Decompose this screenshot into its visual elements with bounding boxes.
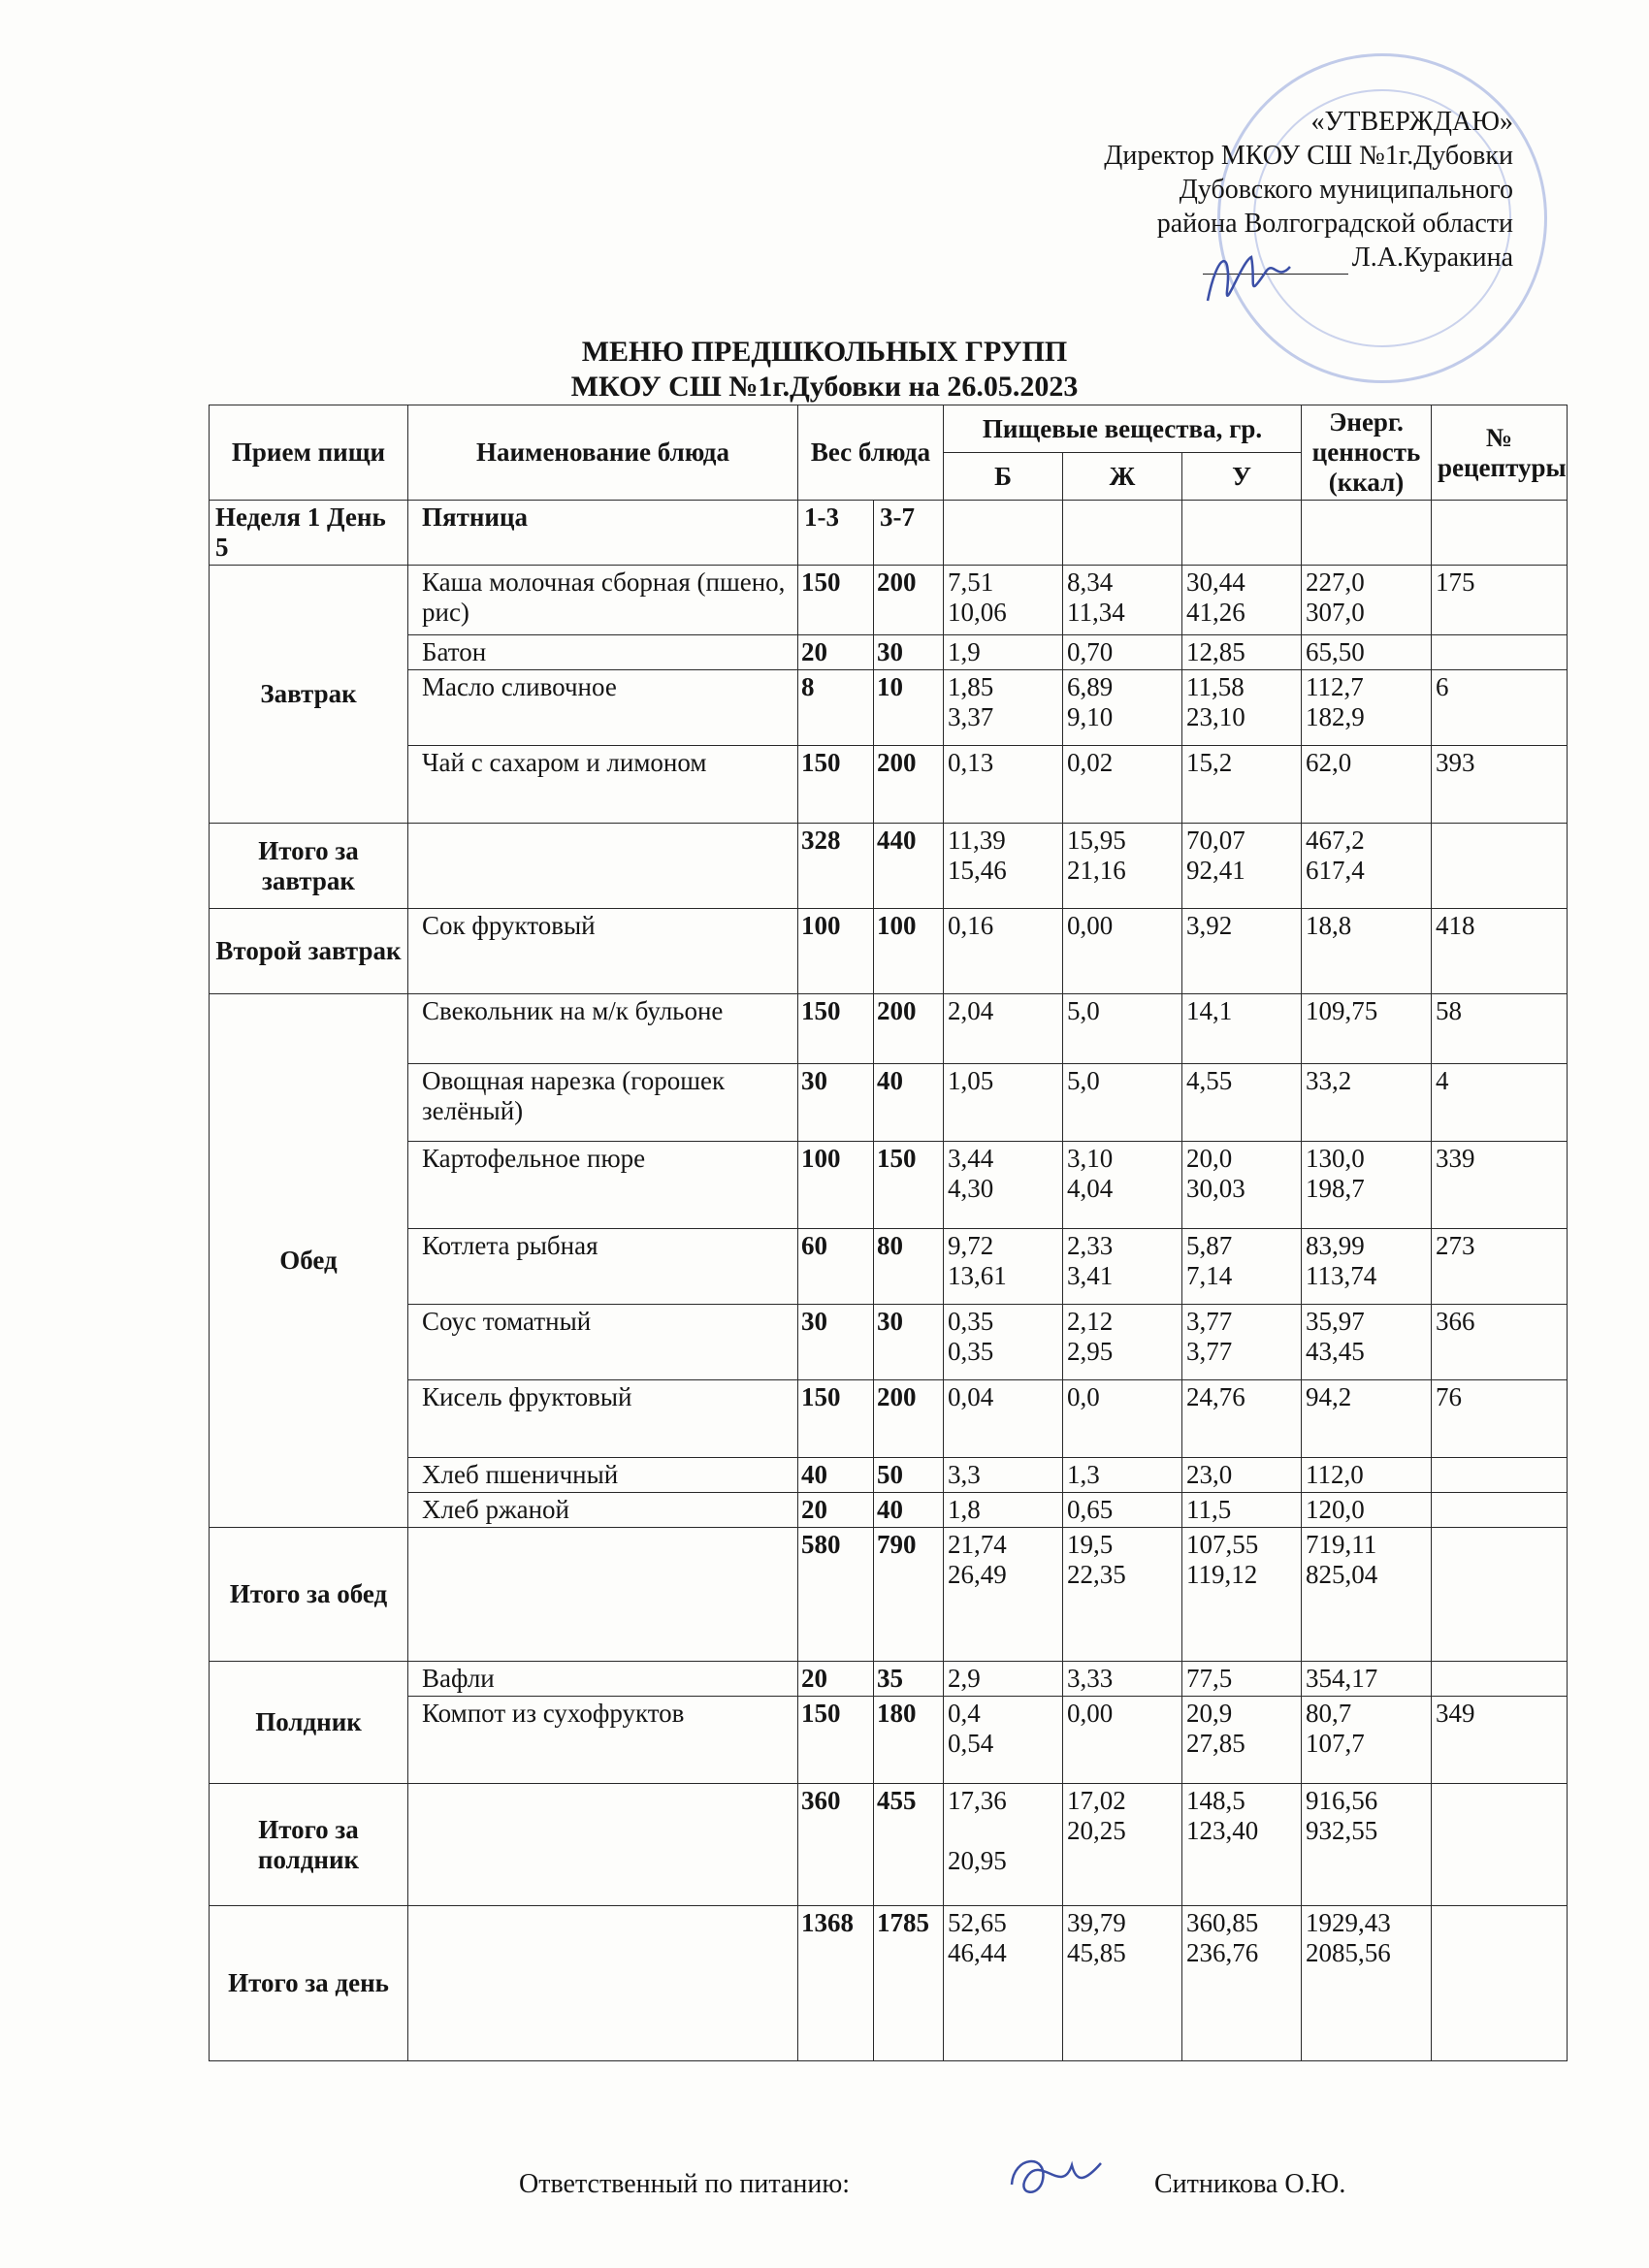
protein: 1,9 [944, 635, 1063, 670]
carbs: 5,87 7,14 [1182, 1229, 1302, 1305]
recipe-number: 4 [1432, 1064, 1568, 1142]
weight-1-3: 1368 [798, 1906, 874, 2061]
weight-3-7: 40 [874, 1493, 944, 1528]
weight-1-3: 150 [798, 1697, 874, 1784]
recipe-number [1432, 1662, 1568, 1697]
approval-line2: Дубовского муниципального [1179, 175, 1513, 205]
meal-snack: Полдник [210, 1662, 408, 1784]
responsible-label: Ответственный по питанию: [519, 2169, 851, 2199]
protein: 3,3 [944, 1458, 1063, 1493]
table-row [210, 994, 1568, 1064]
weight-3-7: 440 [874, 824, 944, 909]
protein: 0,13 [944, 746, 1063, 824]
total-snack-label: Итого за полдник [210, 1784, 408, 1906]
approval-line3: района Волгоградской области [1156, 209, 1513, 239]
recipe-number [1432, 1906, 1568, 2061]
protein: 9,72 13,61 [944, 1229, 1063, 1305]
total-day-label: Итого за день [210, 1906, 408, 2061]
fat: 3,33 [1063, 1662, 1182, 1697]
carbs: 148,5 123,40 [1182, 1784, 1302, 1906]
carbs: 3,77 3,77 [1182, 1305, 1302, 1380]
weight-3-7: 200 [874, 746, 944, 824]
protein: 7,51 10,06 [944, 566, 1063, 635]
dish-name: Картофельное пюре [408, 1142, 798, 1229]
weight-1-3: 40 [798, 1458, 874, 1493]
approval-line1: Директор МКОУ СШ №1г.Дубовки [1104, 141, 1513, 171]
weight-1-3: 60 [798, 1229, 874, 1305]
weight-3-7: 30 [874, 1305, 944, 1380]
dish-name: Овощная нарезка (горошек зелёный) [408, 1064, 798, 1142]
carbs: 24,76 [1182, 1380, 1302, 1458]
carbs: 15,2 [1182, 746, 1302, 824]
dish-name: Вафли [408, 1662, 798, 1697]
energy: 35,97 43,45 [1302, 1305, 1432, 1380]
weight-3-7: 200 [874, 1380, 944, 1458]
table-row [210, 746, 1568, 824]
energy: 80,7 107,7 [1302, 1697, 1432, 1784]
protein: 1,8 [944, 1493, 1063, 1528]
weight-1-3: 100 [798, 909, 874, 994]
energy: 65,50 [1302, 635, 1432, 670]
header-dish: Наименование блюда [408, 405, 798, 501]
dish-name: Хлеб ржаной [408, 1493, 798, 1528]
total-row [210, 1784, 1568, 1906]
age-group-2: 3-7 [874, 501, 944, 566]
carbs: 12,85 [1182, 635, 1302, 670]
total-breakfast-label: Итого за завтрак [210, 824, 408, 909]
header-zh: Ж [1063, 453, 1182, 501]
table-row [210, 1305, 1568, 1380]
recipe-number: 339 [1432, 1142, 1568, 1229]
weight-3-7: 100 [874, 909, 944, 994]
total-row [210, 1906, 1568, 2061]
weight-1-3: 20 [798, 1662, 874, 1697]
fat: 19,5 22,35 [1063, 1528, 1182, 1662]
document-title [0, 335, 1649, 405]
weight-3-7: 200 [874, 566, 944, 635]
energy: 33,2 [1302, 1064, 1432, 1142]
menu-table [209, 405, 1568, 2061]
recipe-number: 58 [1432, 994, 1568, 1064]
director-signature [1198, 243, 1305, 320]
fat: 5,0 [1063, 994, 1182, 1064]
weight-1-3: 30 [798, 1305, 874, 1380]
header-u: У [1182, 453, 1302, 501]
protein: 1,85 3,37 [944, 670, 1063, 746]
carbs: 70,07 92,41 [1182, 824, 1302, 909]
table-row [210, 1493, 1568, 1528]
dish-name: Компот из сухофруктов [408, 1697, 798, 1784]
dish-name: Сок фруктовый [408, 909, 798, 994]
protein: 21,74 26,49 [944, 1528, 1063, 1662]
protein: 3,44 4,30 [944, 1142, 1063, 1229]
fat: 15,95 21,16 [1063, 824, 1182, 909]
dish-name: Кисель фруктовый [408, 1380, 798, 1458]
recipe-number: 418 [1432, 909, 1568, 994]
dish-name: Соус томатный [408, 1305, 798, 1380]
weight-1-3: 150 [798, 566, 874, 635]
weight-1-3: 360 [798, 1784, 874, 1906]
meal-breakfast: Завтрак [210, 566, 408, 824]
protein: 0,35 0,35 [944, 1305, 1063, 1380]
weight-3-7: 455 [874, 1784, 944, 1906]
weight-1-3: 150 [798, 746, 874, 824]
weight-3-7: 180 [874, 1697, 944, 1784]
carbs: 30,44 41,26 [1182, 566, 1302, 635]
dish-name: Свекольник на м/к бульоне [408, 994, 798, 1064]
weight-1-3: 328 [798, 824, 874, 909]
fat: 3,10 4,04 [1063, 1142, 1182, 1229]
fat: 0,70 [1063, 635, 1182, 670]
header-b: Б [944, 453, 1063, 501]
energy: 109,75 [1302, 994, 1432, 1064]
weight-3-7: 40 [874, 1064, 944, 1142]
carbs: 14,1 [1182, 994, 1302, 1064]
fat: 1,3 [1063, 1458, 1182, 1493]
energy: 130,0 198,7 [1302, 1142, 1432, 1229]
table-row [210, 1380, 1568, 1458]
recipe-number: 273 [1432, 1229, 1568, 1305]
title-line2: МКОУ СШ №1г.Дубовки на 26.05.2023 [570, 371, 1079, 403]
recipe-number: 175 [1432, 566, 1568, 635]
recipe-number: 366 [1432, 1305, 1568, 1380]
weight-3-7: 50 [874, 1458, 944, 1493]
table-row [210, 1142, 1568, 1229]
weight-1-3: 30 [798, 1064, 874, 1142]
weight-3-7: 30 [874, 635, 944, 670]
energy: 916,56 932,55 [1302, 1784, 1432, 1906]
protein: 2,04 [944, 994, 1063, 1064]
recipe-number: 6 [1432, 670, 1568, 746]
weight-3-7: 10 [874, 670, 944, 746]
dish-name: Каша молочная сборная (пшено, рис) [408, 566, 798, 635]
energy: 18,8 [1302, 909, 1432, 994]
table-row [210, 1697, 1568, 1784]
table-row [210, 566, 1568, 635]
protein: 0,04 [944, 1380, 1063, 1458]
carbs: 11,58 23,10 [1182, 670, 1302, 746]
week-label: Неделя 1 День 5 [210, 501, 408, 566]
protein: 1,05 [944, 1064, 1063, 1142]
carbs: 360,85 236,76 [1182, 1906, 1302, 2061]
energy: 227,0 307,0 [1302, 566, 1432, 635]
protein: 11,39 15,46 [944, 824, 1063, 909]
recipe-number [1432, 1784, 1568, 1906]
carbs: 20,0 30,03 [1182, 1142, 1302, 1229]
header-nutrients: Пищевые вещества, гр. [944, 405, 1302, 453]
energy: 354,17 [1302, 1662, 1432, 1697]
weight-3-7: 1785 [874, 1906, 944, 2061]
weight-1-3: 8 [798, 670, 874, 746]
fat: 17,02 20,25 [1063, 1784, 1182, 1906]
carbs: 20,9 27,85 [1182, 1697, 1302, 1784]
fat: 5,0 [1063, 1064, 1182, 1142]
fat: 0,00 [1063, 1697, 1182, 1784]
weight-3-7: 80 [874, 1229, 944, 1305]
table-row [210, 635, 1568, 670]
week-row [210, 501, 1568, 566]
responsible-signature [1004, 2146, 1111, 2208]
carbs: 23,0 [1182, 1458, 1302, 1493]
energy: 1929,43 2085,56 [1302, 1906, 1432, 2061]
recipe-number [1432, 1458, 1568, 1493]
recipe-number: 76 [1432, 1380, 1568, 1458]
meal-lunch: Обед [210, 994, 408, 1528]
fat: 2,12 2,95 [1063, 1305, 1182, 1380]
approval-block [1104, 105, 1513, 275]
weight-3-7: 790 [874, 1528, 944, 1662]
carbs: 11,5 [1182, 1493, 1302, 1528]
recipe-number: 393 [1432, 746, 1568, 824]
fat: 2,33 3,41 [1063, 1229, 1182, 1305]
recipe-number: 349 [1432, 1697, 1568, 1784]
energy: 112,0 [1302, 1458, 1432, 1493]
total-row [210, 1528, 1568, 1662]
header-meal: Прием пищи [210, 405, 408, 501]
table-row [210, 1064, 1568, 1142]
weight-1-3: 580 [798, 1528, 874, 1662]
table-row [210, 1458, 1568, 1493]
weight-1-3: 100 [798, 1142, 874, 1229]
fat: 0,65 [1063, 1493, 1182, 1528]
weight-3-7: 200 [874, 994, 944, 1064]
energy: 62,0 [1302, 746, 1432, 824]
energy: 112,7 182,9 [1302, 670, 1432, 746]
fat: 8,34 11,34 [1063, 566, 1182, 635]
energy: 467,2 617,4 [1302, 824, 1432, 909]
protein: 17,36 20,95 [944, 1784, 1063, 1906]
dish-name: Хлеб пшеничный [408, 1458, 798, 1493]
protein: 2,9 [944, 1662, 1063, 1697]
approval-heading: «УТВЕРЖДАЮ» [1310, 107, 1513, 137]
dish-name: Котлета рыбная [408, 1229, 798, 1305]
recipe-number [1432, 1493, 1568, 1528]
carbs: 77,5 [1182, 1662, 1302, 1697]
fat: 0,00 [1063, 909, 1182, 994]
weight-1-3: 20 [798, 635, 874, 670]
approval-signer: Л.А.Куракина [1351, 243, 1513, 273]
header-weight: Вес блюда [798, 405, 944, 501]
fat: 6,89 9,10 [1063, 670, 1182, 746]
dish-name: Чай с сахаром и лимоном [408, 746, 798, 824]
protein: 52,65 46,44 [944, 1906, 1063, 2061]
weight-1-3: 150 [798, 994, 874, 1064]
protein: 0,4 0,54 [944, 1697, 1063, 1784]
weight-3-7: 150 [874, 1142, 944, 1229]
header-row-1 [210, 405, 1568, 453]
energy: 120,0 [1302, 1493, 1432, 1528]
fat: 0,02 [1063, 746, 1182, 824]
dish-name: Масло сливочное [408, 670, 798, 746]
meal-second-breakfast: Второй завтрак [210, 909, 408, 994]
protein: 0,16 [944, 909, 1063, 994]
weight-3-7: 35 [874, 1662, 944, 1697]
weight-1-3: 20 [798, 1493, 874, 1528]
fat: 39,79 45,85 [1063, 1906, 1182, 2061]
energy: 83,99 113,74 [1302, 1229, 1432, 1305]
age-group-1: 1-3 [798, 501, 874, 566]
total-row [210, 824, 1568, 909]
total-lunch-label: Итого за обед [210, 1528, 408, 1662]
header-recipe: № рецептуры [1432, 405, 1568, 501]
table-row [210, 909, 1568, 994]
recipe-number [1432, 824, 1568, 909]
energy: 94,2 [1302, 1380, 1432, 1458]
weight-1-3: 150 [798, 1380, 874, 1458]
carbs: 107,55 119,12 [1182, 1528, 1302, 1662]
carbs: 3,92 [1182, 909, 1302, 994]
header-energy: Энерг. ценность (ккал) [1302, 405, 1432, 501]
carbs: 4,55 [1182, 1064, 1302, 1142]
responsible-name: Ситникова О.Ю. [1154, 2169, 1346, 2199]
table-row [210, 1662, 1568, 1697]
energy: 719,11 825,04 [1302, 1528, 1432, 1662]
recipe-number [1432, 1528, 1568, 1662]
dish-name: Батон [408, 635, 798, 670]
week-day: Пятница [408, 501, 798, 566]
fat: 0,0 [1063, 1380, 1182, 1458]
table-row [210, 670, 1568, 746]
table-row [210, 1229, 1568, 1305]
title-line1: МЕНЮ ПРЕДШКОЛЬНЫХ ГРУПП [581, 336, 1068, 368]
recipe-number [1432, 635, 1568, 670]
